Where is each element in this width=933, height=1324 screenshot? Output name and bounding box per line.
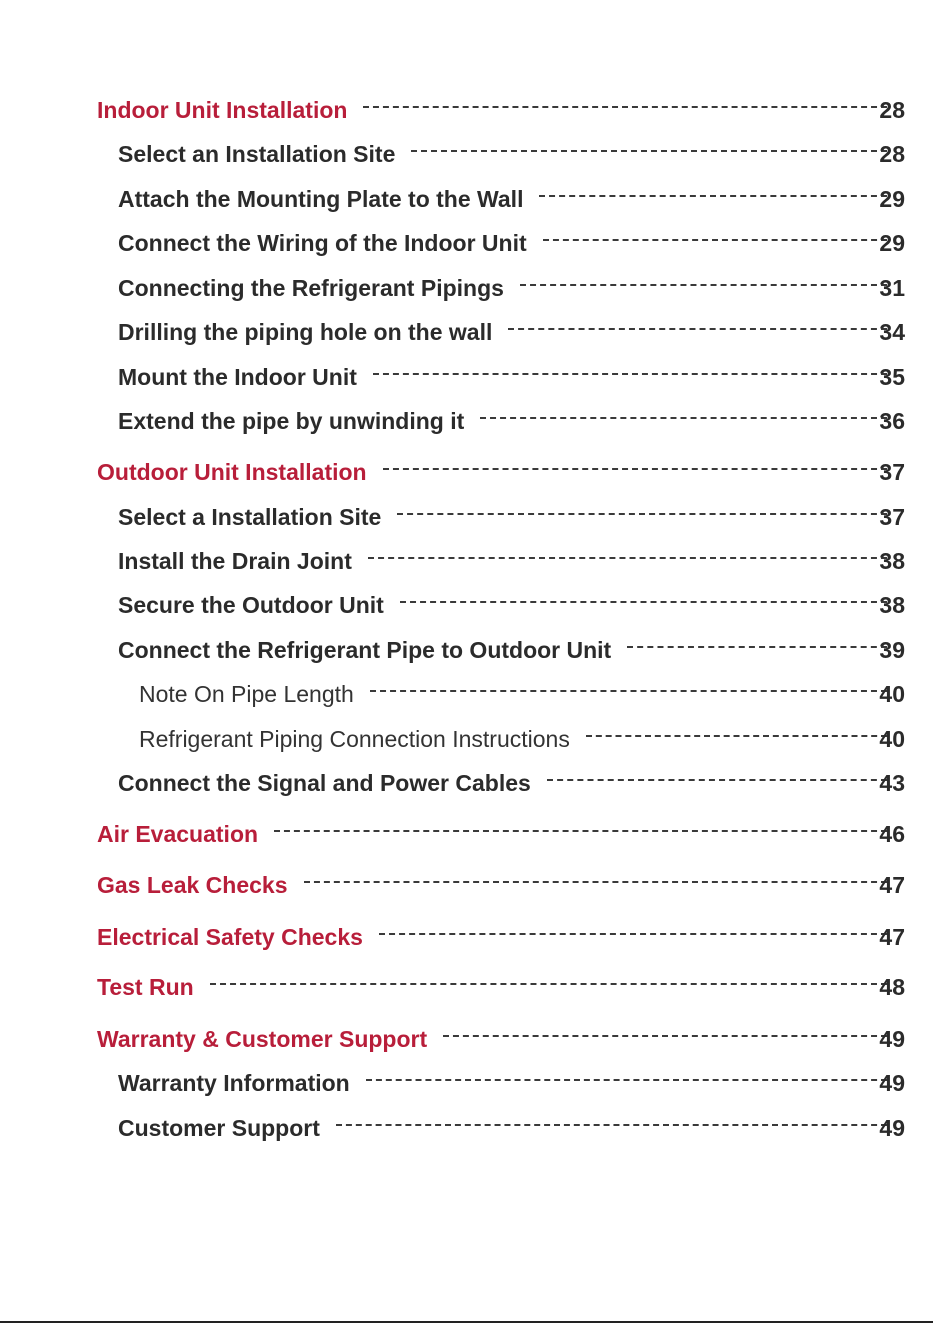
toc-entry-title: Warranty & Customer Support xyxy=(97,1025,428,1052)
dot-leader xyxy=(520,284,887,286)
dot-leader xyxy=(274,830,887,832)
dot-leader xyxy=(547,779,887,781)
toc-entry[interactable] xyxy=(0,922,905,952)
dot-leader xyxy=(210,983,887,985)
toc-entry[interactable] xyxy=(0,1113,905,1143)
dot-leader xyxy=(379,933,887,935)
toc-entry[interactable] xyxy=(0,546,905,576)
toc-entry-page-number: 49 xyxy=(879,1069,905,1096)
toc-entry[interactable] xyxy=(0,1068,905,1098)
toc-entry-page-number: 28 xyxy=(879,140,905,167)
dot-leader xyxy=(400,601,887,603)
toc-entry[interactable] xyxy=(0,819,905,849)
toc-entry-page-number: 49 xyxy=(879,1114,905,1141)
toc-entry-title: Connect the Refrigerant Pipe to Outdoor Unit xyxy=(118,636,612,663)
dot-leader xyxy=(539,195,887,197)
toc-entry-page-number: 38 xyxy=(879,547,905,574)
toc-entry-page-number: 29 xyxy=(879,185,905,212)
toc-entry[interactable] xyxy=(0,870,905,900)
dot-leader xyxy=(508,328,887,330)
toc-entry-page-number: 37 xyxy=(879,503,905,530)
toc-entry-title: Indoor Unit Installation xyxy=(97,96,348,123)
toc-entry-title: Secure the Outdoor Unit xyxy=(118,591,384,618)
toc-entry-page-number: 46 xyxy=(879,820,905,847)
dot-leader xyxy=(368,557,887,559)
toc-entry[interactable] xyxy=(0,502,905,532)
toc-entry-title: Connect the Wiring of the Indoor Unit xyxy=(118,229,527,256)
toc-entry-page-number: 39 xyxy=(879,636,905,663)
toc-entry-page-number: 47 xyxy=(879,871,905,898)
toc-entry[interactable] xyxy=(0,184,905,214)
toc-entry[interactable] xyxy=(0,590,905,620)
toc-entry-title: Drilling the piping hole on the wall xyxy=(118,318,493,345)
toc-entry[interactable] xyxy=(0,768,905,798)
toc-entry-title: Connect the Signal and Power Cables xyxy=(118,769,531,796)
toc-entry-title: Warranty Information xyxy=(118,1069,350,1096)
dot-leader xyxy=(480,417,887,419)
toc-entry-title: Install the Drain Joint xyxy=(118,547,352,574)
dot-leader xyxy=(543,239,887,241)
toc-entry-title: Note On Pipe Length xyxy=(139,680,354,707)
toc-entry-title: Extend the pipe by unwinding it xyxy=(118,407,465,434)
toc-entry-title: Air Evacuation xyxy=(97,820,259,847)
toc-entry[interactable] xyxy=(0,724,905,754)
dot-leader xyxy=(370,690,887,692)
toc-entry[interactable] xyxy=(0,679,905,709)
toc-entry-title: Refrigerant Piping Connection Instructions xyxy=(139,725,570,752)
toc-entry-page-number: 34 xyxy=(879,318,905,345)
toc-entry[interactable] xyxy=(0,406,905,436)
toc-entry-page-number: 36 xyxy=(879,407,905,434)
toc-entry-title: Test Run xyxy=(97,973,194,1000)
toc-entry[interactable] xyxy=(0,273,905,303)
toc-entry-page-number: 31 xyxy=(879,274,905,301)
toc-entry[interactable] xyxy=(0,228,905,258)
toc-entry-page-number: 48 xyxy=(879,973,905,1000)
toc-entry[interactable] xyxy=(0,317,905,347)
toc-entry-page-number: 43 xyxy=(879,769,905,796)
toc-entry-title: Electrical Safety Checks xyxy=(97,923,363,950)
toc-entry-title: Mount the Indoor Unit xyxy=(118,363,357,390)
toc-entry-title: Outdoor Unit Installation xyxy=(97,458,367,485)
dot-leader xyxy=(586,735,887,737)
dot-leader xyxy=(383,468,887,470)
toc-entry[interactable] xyxy=(0,1024,905,1054)
toc-entry-title: Customer Support xyxy=(118,1114,320,1141)
toc-entry-title: Select a Installation Site xyxy=(118,503,382,530)
toc-entry[interactable] xyxy=(0,362,905,392)
bottom-divider xyxy=(0,1321,933,1323)
toc-entry-page-number: 35 xyxy=(879,363,905,390)
toc-entry[interactable] xyxy=(0,635,905,665)
dot-leader xyxy=(363,106,887,108)
toc-entry-title: Attach the Mounting Plate to the Wall xyxy=(118,185,524,212)
toc-entry-page-number: 37 xyxy=(879,458,905,485)
toc-entry-title: Select an Installation Site xyxy=(118,140,396,167)
dot-leader xyxy=(627,646,887,648)
dot-leader xyxy=(373,373,887,375)
toc-entry-page-number: 28 xyxy=(879,96,905,123)
toc-entry-title: Connecting the Refrigerant Pipings xyxy=(118,274,504,301)
dot-leader xyxy=(411,150,887,152)
toc-entry[interactable] xyxy=(0,972,905,1002)
dot-leader xyxy=(397,513,887,515)
toc-entry-page-number: 29 xyxy=(879,229,905,256)
toc-entry[interactable] xyxy=(0,95,905,125)
toc-entry-page-number: 40 xyxy=(879,725,905,752)
toc-entry[interactable] xyxy=(0,457,905,487)
dot-leader xyxy=(336,1124,887,1126)
toc-entry-page-number: 38 xyxy=(879,591,905,618)
dot-leader xyxy=(304,881,887,883)
toc-entry[interactable] xyxy=(0,139,905,169)
dot-leader xyxy=(443,1035,887,1037)
toc-entry-title: Gas Leak Checks xyxy=(97,871,288,898)
toc-entry-page-number: 49 xyxy=(879,1025,905,1052)
toc-entry-page-number: 40 xyxy=(879,680,905,707)
dot-leader xyxy=(366,1079,887,1081)
toc-entry-page-number: 47 xyxy=(879,923,905,950)
